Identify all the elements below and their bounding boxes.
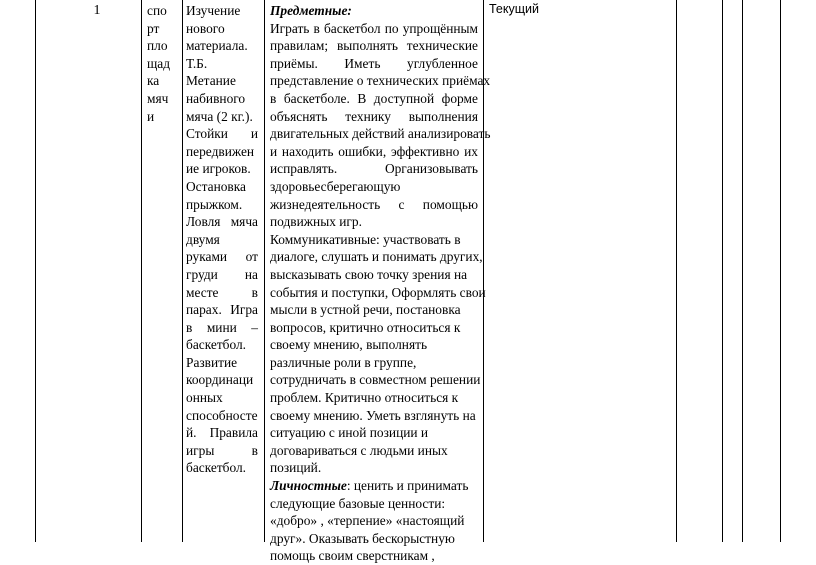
table-border [182, 0, 183, 542]
personal-first-line [270, 477, 478, 495]
place-line: спо [147, 3, 167, 18]
subject-line-word: В [357, 90, 367, 106]
topic-line [186, 371, 258, 389]
subject-line-word: двигательных действий анализировать [270, 126, 491, 142]
topic-line [186, 248, 258, 266]
subject-line [270, 213, 478, 231]
subject-line [270, 178, 478, 196]
topic-line [186, 20, 258, 38]
table-border [742, 0, 743, 542]
subject-line-word: упрощённым [402, 20, 478, 36]
topic-line [186, 196, 258, 214]
topic-line-word: Развитие [186, 354, 238, 370]
subject-line [270, 196, 478, 214]
topic-line-word: мяча [230, 214, 258, 230]
subject-line-word: их [464, 143, 478, 159]
subject-line-word: Иметь [344, 55, 381, 71]
topic-line-word: способносте [186, 407, 258, 423]
topic-line [186, 108, 258, 126]
topic-line-word: передвижен [186, 143, 255, 159]
topic-line [186, 442, 258, 460]
subject-line-word: технические [406, 38, 478, 54]
communicative-line: сотрудничать в совместном решении [270, 372, 481, 388]
topic-line-word: прыжком. [186, 196, 243, 212]
communicative-results [270, 231, 486, 477]
topic-line [186, 389, 258, 407]
topic-line-word: двумя [186, 231, 220, 247]
subject-line-word: с [398, 196, 405, 212]
subject-line-word: доступной [373, 90, 435, 106]
subject-line-word: правилам; [270, 38, 329, 54]
topic-line-word: игры [186, 442, 215, 458]
topic-line-word: Изучение [186, 3, 241, 18]
subject-line [270, 108, 478, 126]
place-line: рт [147, 20, 160, 36]
subject-line-word: Организовывать [384, 161, 478, 177]
communicative-line: проблем. Критично относиться к [270, 390, 459, 406]
subject-line-word: здоровьесберегающую [270, 178, 401, 194]
subject-line [270, 90, 478, 108]
subject-line-word: форме [441, 90, 478, 106]
personal-first-rest: : ценить и принимать [346, 478, 469, 494]
subject-line-word: помощью [422, 196, 478, 212]
topic-line-word: на [244, 266, 258, 282]
topic-line [186, 336, 258, 354]
topic-line-word: руками [186, 249, 228, 265]
place-line: пло [147, 38, 168, 54]
subject-line [270, 20, 478, 38]
subject-line-word: технику [345, 108, 391, 124]
place-line: мяч [147, 90, 169, 106]
topic-line [186, 319, 258, 337]
subject-line-word: баскетболе. [283, 90, 350, 106]
topic-line-word: в [251, 442, 258, 458]
topic-line-word: мяча (2 кг.). [186, 108, 253, 124]
place-line: щад [147, 55, 171, 71]
subject-line-word: по [384, 20, 399, 36]
topic-line-word: парах. [186, 302, 222, 318]
subject-line-word: углубленное [407, 55, 478, 71]
topic-line-word: от [245, 249, 258, 265]
topic-line-word: баскетбол. [186, 460, 247, 476]
topic-line [186, 90, 258, 108]
subject-line-word: объяснять [270, 108, 328, 124]
personal-line: друг». Оказывать бескорыстную [270, 530, 455, 546]
lesson-topic [186, 2, 258, 477]
subject-line-word: баскетбол [323, 20, 381, 36]
subject-line-word: и [270, 143, 278, 159]
topic-line [186, 284, 258, 302]
topic-line [186, 125, 258, 143]
topic-line-word: й. [186, 425, 197, 441]
topic-line-word: мини [206, 319, 237, 335]
topic-line-word: нового [186, 20, 225, 36]
topic-line [186, 37, 258, 55]
topic-line-word: в [251, 284, 258, 300]
subject-line-word: жизнедеятельность [270, 196, 381, 212]
topic-line-word: набивного [186, 90, 246, 106]
subject-line-word: Играть [270, 20, 310, 36]
communicative-line: своему мнению, выполнять [270, 337, 428, 353]
communicative-line: Коммуникативные: участвовать в [270, 231, 461, 247]
topic-line [186, 72, 258, 90]
table-border [676, 0, 677, 542]
subject-line-word: приёмы. [270, 55, 318, 71]
personal-line: помощь своим сверстникам , [270, 548, 435, 564]
communicative-line: позиций. [270, 460, 322, 476]
topic-line-word: Игра [230, 302, 258, 318]
topic-line [186, 354, 258, 372]
topic-line [186, 231, 258, 249]
table-border [141, 0, 142, 542]
communicative-line: различные роли в группе, [270, 354, 417, 370]
topic-line [186, 55, 258, 73]
topic-line [186, 213, 258, 231]
table-border [264, 0, 265, 542]
topic-line [186, 160, 258, 178]
place-line: ка [147, 73, 160, 89]
topic-line [186, 459, 258, 477]
topic-line-word: Ловля [186, 214, 221, 230]
topic-line-word: месте [186, 284, 219, 300]
topic-line [186, 266, 258, 284]
topic-line-word: Стойки [186, 126, 228, 142]
subject-line [270, 72, 491, 90]
topic-line-word: Остановка [186, 178, 247, 194]
communicative-line: договариваться с людьми иных [270, 442, 448, 458]
topic-line-word: координаци [186, 372, 254, 388]
communicative-line: события и поступки, Оформлять свои [270, 284, 486, 300]
communicative-line: ситуацию с иной позиции и [270, 425, 429, 441]
subject-line-word: ошибки, [338, 143, 387, 159]
topic-line-word: баскетбол. [186, 337, 247, 353]
subject-line-word: находить [281, 143, 334, 159]
topic-line-word: Правила [209, 425, 258, 441]
topic-line [186, 424, 258, 442]
topic-line [186, 2, 258, 20]
subject-line [270, 37, 478, 55]
planned-results [270, 2, 491, 565]
subject-line-word: исправлять. [270, 161, 338, 177]
personal-line: «добро» , «терпение» «настоящий [270, 513, 465, 529]
personal-heading: Личностные [270, 478, 347, 494]
personal-line: следующие базовые ценности: [270, 495, 446, 511]
topic-line [186, 178, 258, 196]
subject-results [270, 20, 491, 231]
topic-line-word: – [251, 319, 258, 335]
subject-line-word: подвижных игр. [270, 214, 362, 230]
communicative-line: высказывать свою точку зрения на [270, 266, 468, 282]
subject-line [270, 55, 478, 73]
topic-line-word: в [186, 319, 193, 335]
communicative-line: диалоге, слушать и понимать других, [270, 249, 483, 265]
topic-line-word: ие игроков. [186, 161, 251, 177]
communicative-line: мысли в устной речи, постановка [270, 302, 461, 318]
table-border-left [35, 0, 36, 542]
topic-line-word: онных [186, 390, 223, 406]
lesson-number: 1 [93, 3, 101, 18]
topic-line-word: и [250, 126, 258, 142]
place-line: и [147, 108, 155, 124]
subject-line [270, 125, 491, 143]
subject-line-word: выполнять [336, 38, 398, 54]
topic-line [186, 407, 258, 425]
subject-line-word: выполнения [408, 108, 478, 124]
topic-line [186, 301, 258, 319]
subject-line-word: эффективно [390, 143, 460, 159]
subject-line-word: в [313, 20, 320, 36]
topic-line-word: Метание [186, 73, 236, 89]
subject-line [270, 160, 478, 178]
control-type: Текущий [489, 2, 539, 16]
personal-results [270, 495, 478, 565]
subject-line [270, 143, 478, 161]
subject-heading: Предметные: [270, 3, 352, 18]
topic-line [186, 143, 258, 161]
topic-line-word: груди [186, 266, 218, 282]
table-border-right [780, 0, 781, 542]
lesson-place [147, 2, 177, 125]
communicative-line: своему мнению. Уметь взглянуть на [270, 407, 476, 423]
table-border [722, 0, 723, 542]
communicative-line: вопросов, критично относиться к [270, 319, 461, 335]
subject-line-word: в [270, 90, 277, 106]
subject-line-word: представление о технических приёмах [270, 73, 491, 89]
topic-line-word: материала. [186, 38, 248, 54]
topic-line-word: Т.Б. [186, 55, 208, 71]
